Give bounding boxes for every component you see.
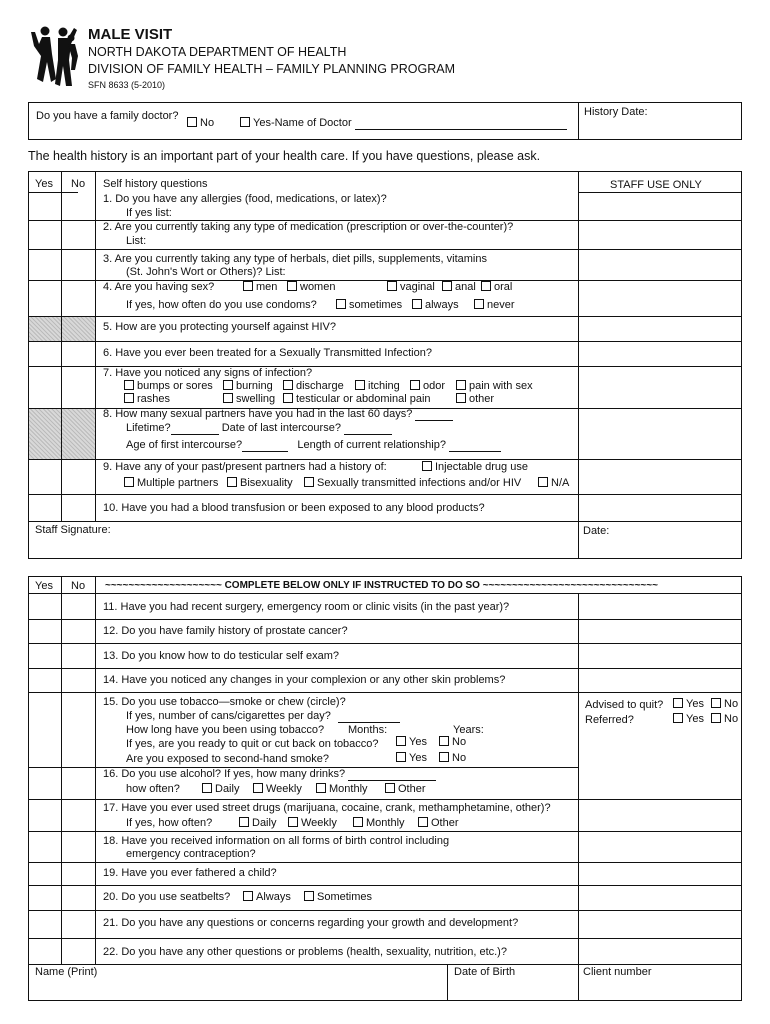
question-13: 13. Do you know how to do testicular self exam? <box>103 650 340 662</box>
q4-men-option[interactable]: men <box>243 281 277 294</box>
alcohol-weekly[interactable]: Weekly <box>253 783 302 796</box>
question-2-list: List: <box>126 235 147 247</box>
question-4-condoms: If yes, how often do you use condoms? <box>126 299 317 311</box>
alcohol-daily[interactable]: Daily <box>202 783 239 796</box>
history-date-label: History Date: <box>584 106 648 118</box>
col-no-2: No <box>71 580 86 592</box>
question-10: 10. Have you had a blood transfusion or been exposed to any blood products? <box>103 502 485 514</box>
checkbox[interactable] <box>439 752 449 762</box>
condoms-never[interactable]: never <box>474 299 515 312</box>
checkbox[interactable] <box>396 752 406 762</box>
checkbox[interactable] <box>355 380 365 390</box>
question-8: 8. How many sexual partners have you had in the last 60 days? <box>103 408 453 421</box>
checkbox[interactable] <box>538 477 548 487</box>
drugs-monthly[interactable]: Monthly <box>353 817 405 830</box>
checkbox[interactable] <box>456 393 466 403</box>
checkbox[interactable] <box>711 698 721 708</box>
alcohol-other[interactable]: Other <box>385 783 426 796</box>
advised-no[interactable]: No <box>711 698 738 711</box>
checkbox[interactable] <box>336 299 346 309</box>
question-8-lifetime: Lifetime? Date of last intercourse? <box>126 422 392 435</box>
q7-opt-other[interactable]: other <box>456 393 494 406</box>
question-1-list: If yes list: <box>126 207 172 219</box>
checkbox[interactable] <box>239 817 249 827</box>
form-number: SFN 8633 (5-2010) <box>88 80 166 90</box>
checkbox[interactable] <box>439 736 449 746</box>
months-label: Months: <box>348 724 388 736</box>
checkbox[interactable] <box>283 393 293 403</box>
program-logo <box>28 24 80 94</box>
col-yes-2: Yes <box>35 580 53 592</box>
checkbox[interactable] <box>412 299 422 309</box>
q4-women-option[interactable]: women <box>287 281 335 294</box>
condoms-sometimes[interactable]: sometimes <box>336 299 402 312</box>
question-15: 15. Do you use tobacco—smoke or chew (circle)? <box>103 696 346 708</box>
checkbox[interactable] <box>124 380 134 390</box>
advised-label: Advised to quit? <box>585 699 664 711</box>
checkbox[interactable] <box>474 299 484 309</box>
q4-oral-option[interactable]: oral <box>481 281 512 294</box>
question-18-cont: emergency contraception? <box>126 848 256 860</box>
question-9: 9. Have any of your past/present partners had a history of: <box>103 461 387 473</box>
checkbox[interactable] <box>223 380 233 390</box>
question-5: 5. How are you protecting yourself against HIV? <box>103 321 336 333</box>
q7-opt-discharge[interactable]: discharge <box>283 380 344 393</box>
referred-no[interactable]: No <box>711 713 738 726</box>
question-17-frequency: If yes, how often? <box>126 817 213 829</box>
checkbox[interactable] <box>481 281 491 291</box>
checkbox[interactable] <box>287 281 297 291</box>
q9-sti[interactable]: Sexually transmitted infections and/or HIV <box>304 477 521 490</box>
question-15-per-day: If yes, number of cans/cigarettes per day? <box>126 710 400 723</box>
alcohol-monthly[interactable]: Monthly <box>316 783 368 796</box>
q9-bisexuality[interactable]: Bisexuality <box>227 477 293 490</box>
question-18: 18. Have you received information on all forms of birth control including <box>103 835 450 847</box>
referred-yes[interactable]: Yes <box>673 713 704 726</box>
col-no: No <box>71 178 86 190</box>
question-12: 12. Do you have family history of prostate cancer? <box>103 625 348 637</box>
q7-opt-odor[interactable]: odor <box>410 380 445 393</box>
q7-opt-burning[interactable]: burning <box>223 380 273 393</box>
question-3: 3. Are you currently taking any type of herbals, diet pills, supplements, vitamins <box>103 253 487 265</box>
checkbox[interactable] <box>711 713 721 723</box>
q9-na[interactable]: N/A <box>538 477 569 490</box>
checkbox[interactable] <box>387 281 397 291</box>
q7-opt-rashes[interactable]: rashes <box>124 393 170 406</box>
q4-anal-option[interactable]: anal <box>442 281 476 294</box>
checkbox[interactable] <box>396 736 406 746</box>
date-label: Date: <box>583 525 610 537</box>
condoms-always[interactable]: always <box>412 299 459 312</box>
seatbelt-sometimes[interactable]: Sometimes <box>304 891 372 904</box>
checkbox[interactable] <box>202 783 212 793</box>
intro-text: The health history is an important part of your health care. If you have questions, please ask. <box>28 149 541 163</box>
question-1: 1. Do you have any allergies (food, medications, or latex)? <box>103 193 387 205</box>
drugs-weekly[interactable]: Weekly <box>288 817 337 830</box>
checkbox[interactable] <box>385 783 395 793</box>
question-11: 11. Have you had recent surgery, emergency room or clinic visits (in the past year)? <box>103 601 510 613</box>
question-2: 2. Are you currently taking any type of medication (prescription or over-the-counter)? <box>103 221 514 233</box>
department-name: NORTH DAKOTA DEPARTMENT OF HEALTH <box>88 45 347 59</box>
checkbox[interactable] <box>673 713 683 723</box>
question-21: 21. Do you have any questions or concerns regarding your growth and development? <box>103 917 519 929</box>
quit-no[interactable]: No <box>439 736 466 749</box>
checkbox[interactable] <box>456 380 466 390</box>
checkbox[interactable] <box>316 783 326 793</box>
drugs-other[interactable]: Other <box>418 817 459 830</box>
q7-opt-testicular[interactable]: testicular or abdominal pain <box>283 393 431 406</box>
question-15-quit: If yes, are you ready to quit or cut back on tobacco? <box>126 738 379 750</box>
checkbox[interactable] <box>124 477 134 487</box>
col-questions: Self history questions <box>103 178 208 190</box>
q7-opt-pain[interactable]: pain with sex <box>456 380 533 393</box>
q7-opt-bumps[interactable]: bumps or sores <box>124 380 213 393</box>
form-title: MALE VISIT <box>88 26 173 43</box>
question-16-frequency: how often? <box>126 783 180 795</box>
staff-use-only: STAFF USE ONLY <box>610 179 702 191</box>
checkbox[interactable] <box>418 817 428 827</box>
question-8-age: Age of first intercourse? Length of current relationship? <box>126 439 501 452</box>
drugs-daily[interactable]: Daily <box>239 817 276 830</box>
quit-yes[interactable]: Yes <box>396 736 427 749</box>
family-doctor-no[interactable]: No <box>187 117 214 130</box>
q7-opt-swelling[interactable]: swelling <box>223 393 275 406</box>
checkbox[interactable] <box>353 817 363 827</box>
q9-multiple[interactable]: Multiple partners <box>124 477 218 490</box>
client-number-label: Client number <box>583 966 652 978</box>
question-22: 22. Do you have any other questions or problems (health, sexuality, nutrition, etc.)? <box>103 946 507 958</box>
checkbox[interactable] <box>124 393 134 403</box>
question-20: 20. Do you use seatbelts? <box>103 891 231 903</box>
q9-injectable[interactable]: Injectable drug use <box>422 461 528 474</box>
checkbox[interactable] <box>410 380 420 390</box>
checkbox[interactable] <box>422 461 432 471</box>
question-3-list: (St. John's Wort or Others)? List: <box>126 266 286 278</box>
checkbox[interactable] <box>223 393 233 403</box>
checkbox[interactable] <box>243 891 253 901</box>
question-19: 19. Have you ever fathered a child? <box>103 867 277 879</box>
date-of-birth-label: Date of Birth <box>454 966 516 978</box>
question-14: 14. Have you noticed any changes in your complexion or any other skin problems? <box>103 674 506 686</box>
question-7: 7. Have you noticed any signs of infection? <box>103 367 313 379</box>
checkbox[interactable] <box>243 281 253 291</box>
checkbox[interactable] <box>283 380 293 390</box>
col-yes: Yes <box>35 178 53 190</box>
question-15-duration: How long have you been using tobacco? <box>126 724 325 736</box>
referred-label: Referred? <box>585 714 634 726</box>
advised-yes[interactable]: Yes <box>673 698 704 711</box>
division-name: DIVISION OF FAMILY HEALTH – FAMILY PLANNING PROGRAM <box>88 62 455 76</box>
question-4: 4. Are you having sex? <box>103 281 215 293</box>
checkbox[interactable] <box>187 117 197 127</box>
checkbox[interactable] <box>227 477 237 487</box>
name-print-label: Name (Print) <box>35 966 98 978</box>
secondhand-yes[interactable]: Yes <box>396 752 427 765</box>
checkbox[interactable] <box>240 117 250 127</box>
checkbox[interactable] <box>304 477 314 487</box>
question-15-secondhand: Are you exposed to second-hand smoke? <box>126 753 330 765</box>
checkbox[interactable] <box>673 698 683 708</box>
instruction-banner: ~~~~~~~~~~~~~~~~~~~~ COMPLETE BELOW ONLY IF INSTRUCTED TO DO SO ~~~~~~~~~~~~~~~~~~~~~~~~~~~~~~ <box>105 580 658 591</box>
secondhand-no[interactable]: No <box>439 752 466 765</box>
question-16: 16. Do you use alcohol? If yes, how many drinks? <box>103 768 436 781</box>
staff-signature-label: Staff Signature: <box>35 524 111 536</box>
checkbox[interactable] <box>442 281 452 291</box>
checkbox[interactable] <box>253 783 263 793</box>
checkbox[interactable] <box>304 891 314 901</box>
q4-vaginal-option[interactable]: vaginal <box>387 281 435 294</box>
question-6: 6. Have you ever been treated for a Sexually Transmitted Infection? <box>103 347 432 359</box>
family-doctor-yes[interactable]: Yes-Name of Doctor <box>240 117 567 130</box>
q7-opt-itching[interactable]: itching <box>355 380 400 393</box>
years-label: Years: <box>453 724 484 736</box>
family-doctor-question: Do you have a family doctor? <box>36 110 179 122</box>
question-17: 17. Have you ever used street drugs (marijuana, cocaine, crank, methamphetamine, other)? <box>103 802 551 814</box>
checkbox[interactable] <box>288 817 298 827</box>
seatbelt-always[interactable]: Always <box>243 891 291 904</box>
